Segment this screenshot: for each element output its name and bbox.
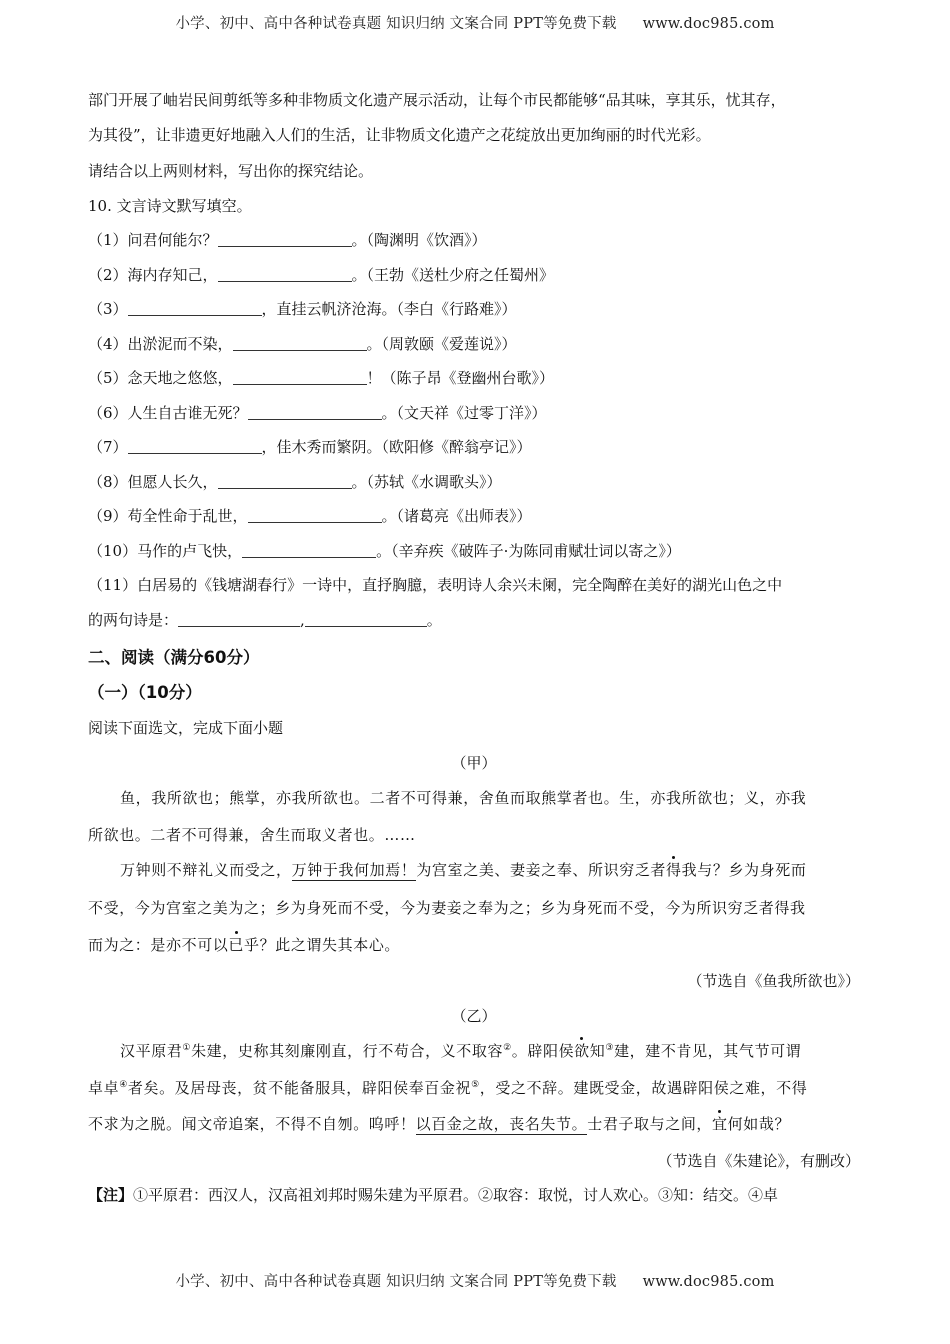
intro-line-2: 为其役”，让非遗更好地融入人们的生活，让非物质文化遗产之花绽放出更加绚丽的时代光彩。 (88, 126, 711, 144)
item-text-pre: （1）问君何能尔？ (88, 231, 218, 249)
passage-jia-p2-line-1 (120, 860, 806, 880)
item-text-post: 。（陶渊明《饮酒》） (351, 231, 487, 249)
q10-item-10 (88, 541, 681, 561)
text-segment: 汉平原君 (120, 1042, 183, 1060)
header-url[interactable]: www.doc985.com (642, 16, 775, 32)
text-segment: 为宫室之美、妻妾之奉、所识穷乏者 (416, 861, 667, 879)
q10-item-4 (88, 334, 517, 354)
item-text-post: ，佳木秀而繁阴。（欧阳修《醉翁亭记》） (261, 438, 532, 456)
text-segment: 而为之：是亦不可以 (88, 936, 229, 954)
q10-item-11-line-1: （11）白居易的《钱塘湖春行》一诗中，直抒胸臆，表明诗人余兴未阑，完全陶醉在美好的湖光山色之中 (88, 576, 783, 594)
text-segment: ，受之不辞。建既受金，故遇辟阳侯之难，不得 (479, 1079, 808, 1097)
notes-label: 【注】 (88, 1186, 134, 1204)
passage-jia-p2-line-3 (88, 935, 400, 955)
passage-yi-source: （节选自《朱建论》，有删改） (657, 1152, 860, 1170)
item-text-pre: （10）马作的卢飞快， (88, 542, 243, 560)
separator: , (300, 611, 305, 629)
text-segment: 。辟阳侯 (511, 1042, 575, 1060)
emphasis-dot-char: 宜 (712, 1115, 728, 1133)
footer-text: 小学、初中、高中各种试卷真题 知识归纳 文案合同 PPT等免费下载 (175, 1274, 617, 1290)
item-text-pre: （9）苟全性命于乱世， (88, 507, 248, 525)
notes-line (88, 1185, 778, 1205)
passage-yi-line-1 (120, 1041, 801, 1061)
item-text-pre: （5）念天地之悠悠， (88, 369, 233, 387)
q10-item-8 (88, 472, 502, 492)
item-text-post: ！（陈子昂《登幽州台歌》） (366, 369, 555, 387)
answer-blank[interactable] (305, 611, 427, 627)
answer-blank[interactable] (233, 369, 367, 385)
passage-yi-line-3 (88, 1114, 790, 1134)
answer-blank[interactable] (128, 438, 262, 454)
item-text-pre: （6）人生自古谁无死？ (88, 404, 248, 422)
item-text-post: 。（王勃《送杜少府之任蜀州》 (351, 266, 555, 284)
emphasis-dot-char: 已 (228, 936, 245, 954)
q10-item-2 (88, 265, 554, 285)
section-title-reading: 二、阅读（满分60分） (88, 648, 260, 667)
item-text-pre: （8）但愿人长久， (88, 473, 218, 491)
passage-jia-p1-line-2: 所欲也。二者不可得兼，舍生而取义者也。…… (88, 826, 416, 844)
text-segment: 我与？乡为身死而 (681, 861, 807, 879)
item-text-post: 。（诸葛亮《出师表》） (381, 507, 532, 525)
passage-yi-line-2 (88, 1078, 807, 1098)
item-text-post: 。（文天祥《过零丁洋》） (381, 404, 547, 422)
footnote-marker: ② (503, 1043, 512, 1053)
q10-item-11-line-2 (88, 610, 442, 630)
item-end: 。 (426, 611, 442, 629)
answer-blank[interactable] (233, 335, 367, 351)
page-header (0, 12, 950, 33)
answer-blank[interactable] (178, 611, 300, 627)
reading-instruction: 阅读下面选文，完成下面小题 (88, 719, 284, 737)
text-segment: 建，建不肯见，其气节可谓 (614, 1042, 802, 1060)
footnote-marker: ① (182, 1043, 192, 1053)
answer-blank[interactable] (218, 266, 352, 282)
text-segment: 者矣。及居母丧，贫不能备服具，辟阳侯奉百金祝 (127, 1079, 472, 1097)
item-text-pre: （3） (88, 300, 128, 318)
page-footer (0, 1270, 950, 1291)
item-text-pre: （2）海内存知己， (88, 266, 218, 284)
text-segment: 士君子取与之间， (587, 1115, 713, 1133)
passage-jia-label: （甲） (451, 754, 497, 772)
answer-blank[interactable] (218, 473, 352, 489)
q10-item-1 (88, 230, 487, 250)
text-segment: 乎？此之谓失其本心。 (244, 936, 401, 954)
footnote-marker: ④ (119, 1080, 128, 1090)
q10-item-3 (88, 299, 517, 319)
answer-blank[interactable] (128, 300, 262, 316)
intro-line-1: 部门开展了岫岩民间剪纸等多种非物质文化遗产展示活动，让每个市民都能够“品其味，享其乐，忧其存， (88, 91, 786, 109)
item-text-pre: （7） (88, 438, 128, 456)
notes-text: ①平原君：西汉人，汉高祖刘邦时赐朱建为平原君。②取容：取悦，讨人欢心。③知：结交。④卓 (133, 1186, 779, 1204)
passage-jia-p2-line-2: 不受，今为宫室之美为之；乡为身死而不受，今为妻妾之奉为之；乡为身死而不受，今为所识穷乏者得我 (88, 899, 806, 917)
item-text-post: 。（周敦颐《爱莲说》） (366, 335, 517, 353)
q10-item-9 (88, 506, 532, 526)
footnote-marker: ⑤ (471, 1080, 480, 1090)
q10-title: 10. 文言诗文默写填空。 (88, 197, 252, 215)
part-title-one: （一）（10分） (88, 683, 202, 702)
answer-blank[interactable] (248, 507, 382, 523)
q10-item-5 (88, 368, 554, 388)
item-text-pre: 的两句诗是： (88, 611, 179, 629)
text-segment: 朱建，史称其刻廉刚直，行不苟合，义不取容 (191, 1042, 504, 1060)
q10-item-7 (88, 437, 532, 457)
item-text-post: ，直挂云帆济沧海。（李白《行路难》） (261, 300, 517, 318)
text-segment: 何如哉？ (727, 1115, 791, 1133)
item-text-post: 。（辛弃疾《破阵子·为陈同甫赋壮词以寄之》） (376, 542, 681, 560)
passage-jia-p1-line-1: 鱼，我所欲也；熊掌，亦我所欲也。二者不可得兼，舍鱼而取熊掌者也。生，亦我所欲也；义，亦我 (120, 789, 807, 807)
underlined-sentence: 万钟于我何加焉！ (291, 861, 417, 879)
header-text: 小学、初中、高中各种试卷真题 知识归纳 文案合同 PPT等免费下载 (175, 16, 617, 32)
item-text-post: 。（苏轼《水调歌头》） (351, 473, 502, 491)
emphasis-dot-char: 得 (666, 861, 682, 879)
passage-yi-label: （乙） (451, 1007, 497, 1025)
passage-jia-source: （节选自《鱼我所欲也》） (687, 972, 860, 990)
q10-item-6 (88, 403, 547, 423)
emphasis-dot-char: 欲 (574, 1042, 590, 1060)
item-text-pre: （4）出淤泥而不染， (88, 335, 233, 353)
answer-blank[interactable] (242, 542, 376, 558)
text-segment: 万钟则不辩礼义而受之， (120, 861, 292, 879)
text-segment: 卓卓 (88, 1079, 120, 1097)
answer-blank[interactable] (248, 404, 382, 420)
intro-line-3: 请结合以上两则材料，写出你的探究结论。 (88, 162, 374, 180)
footer-url[interactable]: www.doc985.com (642, 1274, 775, 1290)
text-segment: 不求为之脱。闻文帝追案，不得不自刎。呜呼！ (88, 1115, 416, 1133)
footnote-marker: ③ (605, 1043, 615, 1053)
underlined-sentence: 以百金之故，丧名失节。 (415, 1115, 588, 1133)
answer-blank[interactable] (218, 231, 352, 247)
text-segment: 知 (589, 1042, 606, 1060)
